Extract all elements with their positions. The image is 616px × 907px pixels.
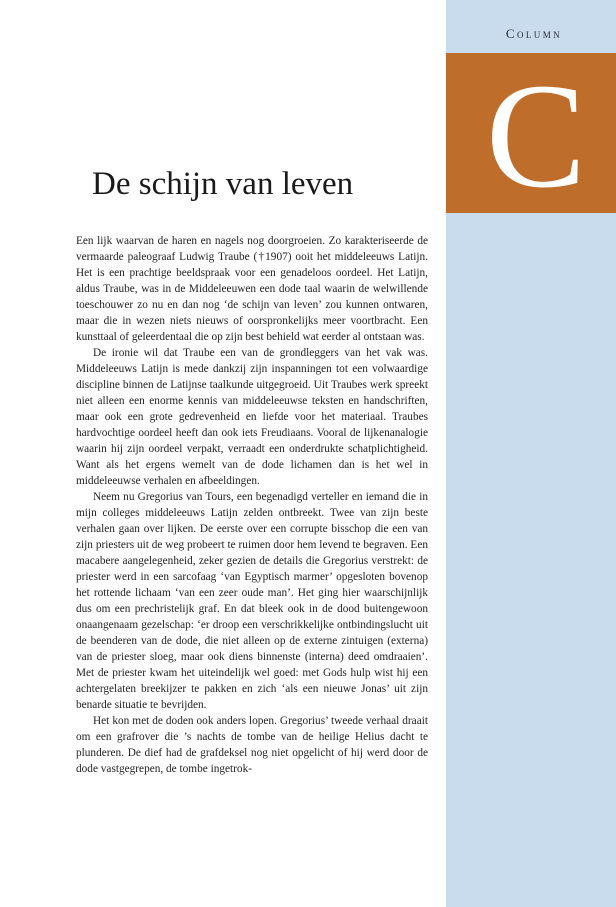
paragraph-3: Neem nu Gregorius van Tours, een begenadigd verteller en iemand die in mijn colleges middeleeuws Latijn zelden ontbreekt. Twee van zijn beste verhalen gaan over lijken. De eerste over een corrupte bisschop die een van zijn priesters uit de weg probeert te ruimen door hem levend te begraven. Een macabere aangelegenheid, zeker gezien de details die Gregorius verstrekt: de priester werd in een sarcofaag ‘van Egyptisch marmer’ opgesloten bovenop het rottende lichaam ‘van een zeer oude man’. Het ging hier waarschijnlijk dus om een prechristelijk graf. En dat bleek ook in de dood buitengewoon onaangenaam gezelschap: ‘er droop een verschrikkelijke ontbindingslucht uit de beenderen van de dode, die niet alleen op de externe zintuigen (externa) van de priester sloeg, maar ook diens binnenste (interna) deed omdraaien’. Met de priester kwam het uiteindelijk wel goed: met Gods hulp wist hij een achtergelaten breekijzer te pakken en zich ‘als een nieuwe Jonas’ uit zijn benarde situatie te bevrijden. [76, 491, 428, 711]
paragraph-4: Het kon met de doden ook anders lopen. Gregorius’ tweede verhaal draait om een grafrover die ’s nachts de tombe van de heilige Helius dacht te plunderen. De dief had de grafdeksel nog niet opgelicht of hij werd door de dode vastgegrepen, de tombe ingetrok- [76, 715, 428, 775]
paragraph-1: Een lijk waarvan de haren en nagels nog doorgroeien. Zo karakteriseerde de vermaarde paleograaf Ludwig Traube (†1907) ooit het middeleeuws Latijn. Het is een prachtige beeldspraak voor een genadeloos oordeel. Het Latijn, aldus Traube, was in de Middeleeuwen een dode taal waarin de welwillende toeschouwer zo nu en dan nog ‘de schijn van leven’ zou kunnen ontwaren, maar die in wezen niets nieuws of oorspronkelijks meer voortbracht. Een kunsttaal of geleerdentaal die op zijn best behield wat eerder al ontstaan was. [76, 235, 428, 343]
initial-letter: C [485, 53, 586, 219]
paragraph-2: De ironie wil dat Traube een van de grondleggers van het vak was. Middeleeuws Latijn is mede dankzij zijn inspanningen tot een volwaardige discipline binnen de Latijnse taalkunde uitgegroeid. Uit Traubes werk spreekt niet alleen een enorme kennis van middeleeuwse teksten en handschriften, maar ook een grote gedrevenheid en liefde voor het materiaal. Traubes hardvochtige oordeel heeft dan ook iets Freudiaans. Vooral de lijkenanalogie waarin hij zijn oordeel verpakt, verraadt een onderdrukte schatplichtigheid. Want als het ergens wemelt van de dode lichamen dan is het wel in middeleeuwse verhalen en afbeeldingen. [76, 347, 428, 487]
article-body [76, 233, 428, 777]
article-title: De schijn van leven [92, 166, 354, 202]
initial-letter-box [446, 53, 616, 219]
column-label: Column [505, 26, 562, 41]
